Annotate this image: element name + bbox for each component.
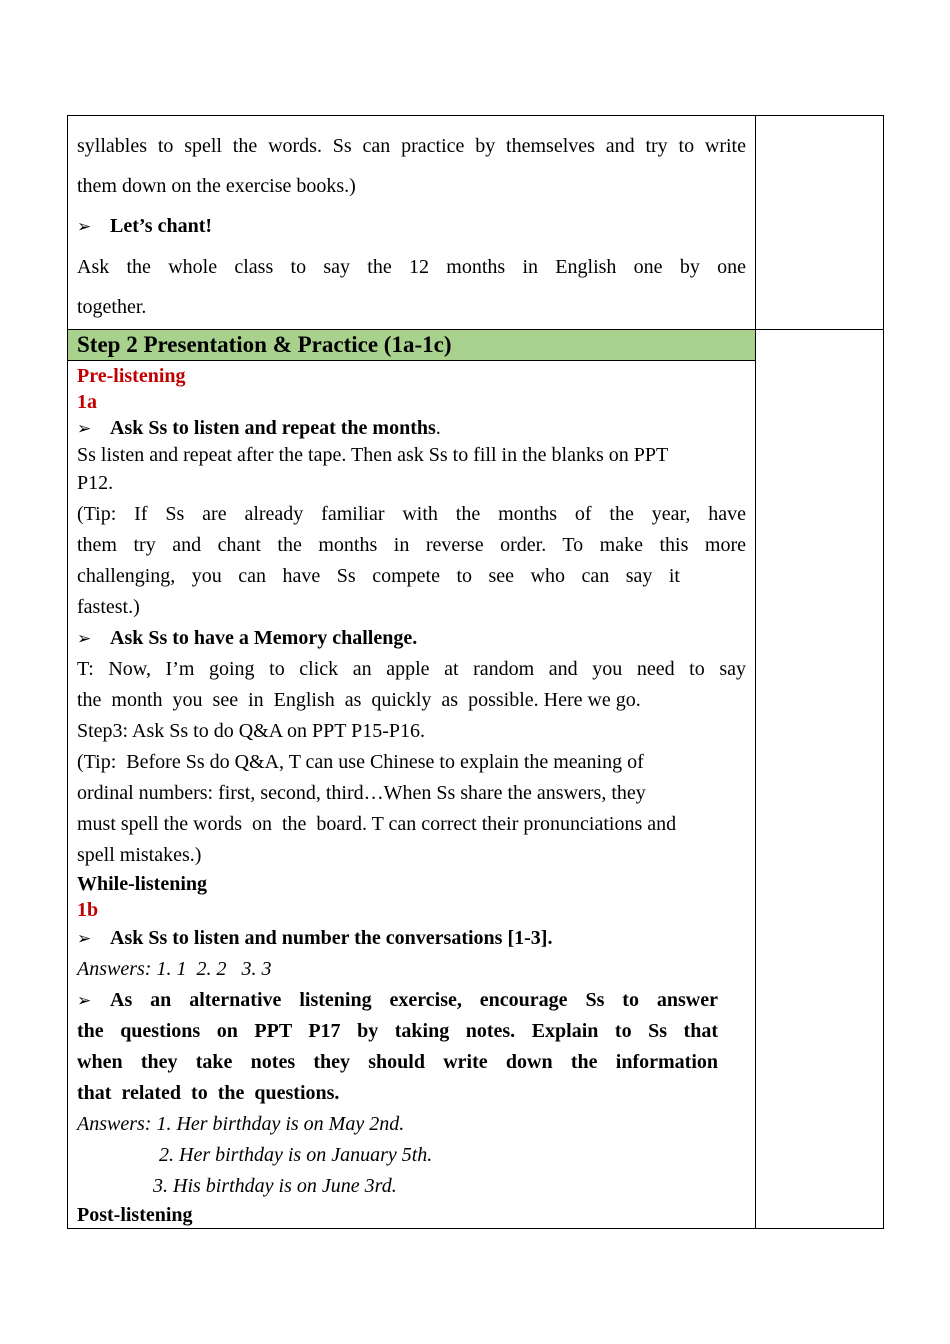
text-line: them try and chant the months in reverse order. To make this more — [77, 534, 746, 556]
text-line: fastest.) — [77, 596, 140, 618]
text-line: T: Now, I’m going to click an apple at random and you need to say — [77, 658, 746, 680]
text-line: together. — [77, 296, 147, 318]
post-listening-label: Post-listening — [77, 1204, 193, 1226]
bullet-chant — [77, 206, 746, 247]
lesson-plan-table — [67, 115, 884, 1229]
text-line: challenging, you can have Ss compete to see who can say it — [77, 565, 680, 587]
answer-line: 3. His birthday is on June 3rd. — [153, 1175, 397, 1197]
bullet-text: As an alternative listening exercise, encourage Ss to answer — [110, 989, 718, 1011]
text-line: (Tip: Before Ss do Q&A, T can use Chinese to explain the meaning of — [77, 751, 644, 773]
text-line: must spell the words on the board. T can correct their pronunciations and — [77, 813, 677, 835]
text-line: P12. — [77, 472, 114, 494]
bullet-alternative — [77, 985, 746, 1016]
arrowhead-bullet-icon: ➢ — [77, 991, 92, 1010]
text-line: syllables to spell the words. Ss can practice by themselves and try to write — [77, 135, 746, 157]
table-row-step1-continued — [68, 116, 884, 330]
answers-1b: Answers: 1. 1 2. 2 3. 3 — [77, 958, 272, 980]
bullet-memory — [77, 623, 746, 654]
text-line: them down on the exercise books.) — [77, 175, 356, 197]
bullet-text: Ask Ss to have a Memory challenge. — [110, 627, 418, 649]
bullet-1a — [77, 415, 746, 442]
notes-cell — [756, 330, 884, 1229]
section-1b-label: 1b — [77, 899, 99, 921]
bullet-text: Let’s chant! — [110, 215, 213, 237]
main-cell — [68, 116, 756, 330]
text-line: spell mistakes.) — [77, 844, 202, 866]
main-cell — [68, 330, 756, 361]
text-line: Ask the whole class to say the 12 months in English one by one — [77, 256, 746, 278]
while-listening-label: While-listening — [77, 873, 208, 895]
section-1a-label: 1a — [77, 391, 97, 413]
arrowhead-bullet-icon: ➢ — [77, 217, 92, 236]
main-cell — [68, 361, 756, 1229]
bullet-text: Ask Ss to listen and number the conversations [1-3]. — [110, 927, 553, 949]
answer-line: 2. Her birthday is on January 5th. — [159, 1144, 433, 1166]
text-line: Ss listen and repeat after the tape. Then ask Ss to fill in the blanks on PPT — [77, 444, 669, 466]
text-line: Step3: Ask Ss to do Q&A on PPT P15-P16. — [77, 720, 426, 742]
arrowhead-bullet-icon: ➢ — [77, 929, 92, 948]
pre-listening-label: Pre-listening — [77, 365, 186, 387]
answer-line: Answers: 1. Her birthday is on May 2nd. — [77, 1113, 405, 1135]
table-row-step2 — [68, 330, 884, 361]
arrowhead-bullet-icon: ➢ — [77, 419, 92, 438]
arrowhead-bullet-icon: ➢ — [77, 629, 92, 648]
text-line: the questions on PPT P17 by taking notes. Explain to Ss that — [77, 1020, 718, 1042]
step2-heading: Step 2 Presentation & Practice (1a-1c) — [68, 330, 755, 360]
bullet-1b — [77, 923, 746, 954]
text-line: that related to the questions. — [77, 1082, 340, 1104]
text-line: (Tip: If Ss are already familiar with the months of the year, have — [77, 503, 746, 525]
bullet-text: Ask Ss to listen and repeat the months. — [110, 417, 441, 439]
notes-cell — [756, 116, 884, 330]
text-line: the month you see in English as quickly as possible. Here we go. — [77, 689, 641, 711]
text-line: ordinal numbers: first, second, third…When Ss share the answers, they — [77, 782, 646, 804]
text-line: when they take notes they should write down the information — [77, 1051, 718, 1073]
